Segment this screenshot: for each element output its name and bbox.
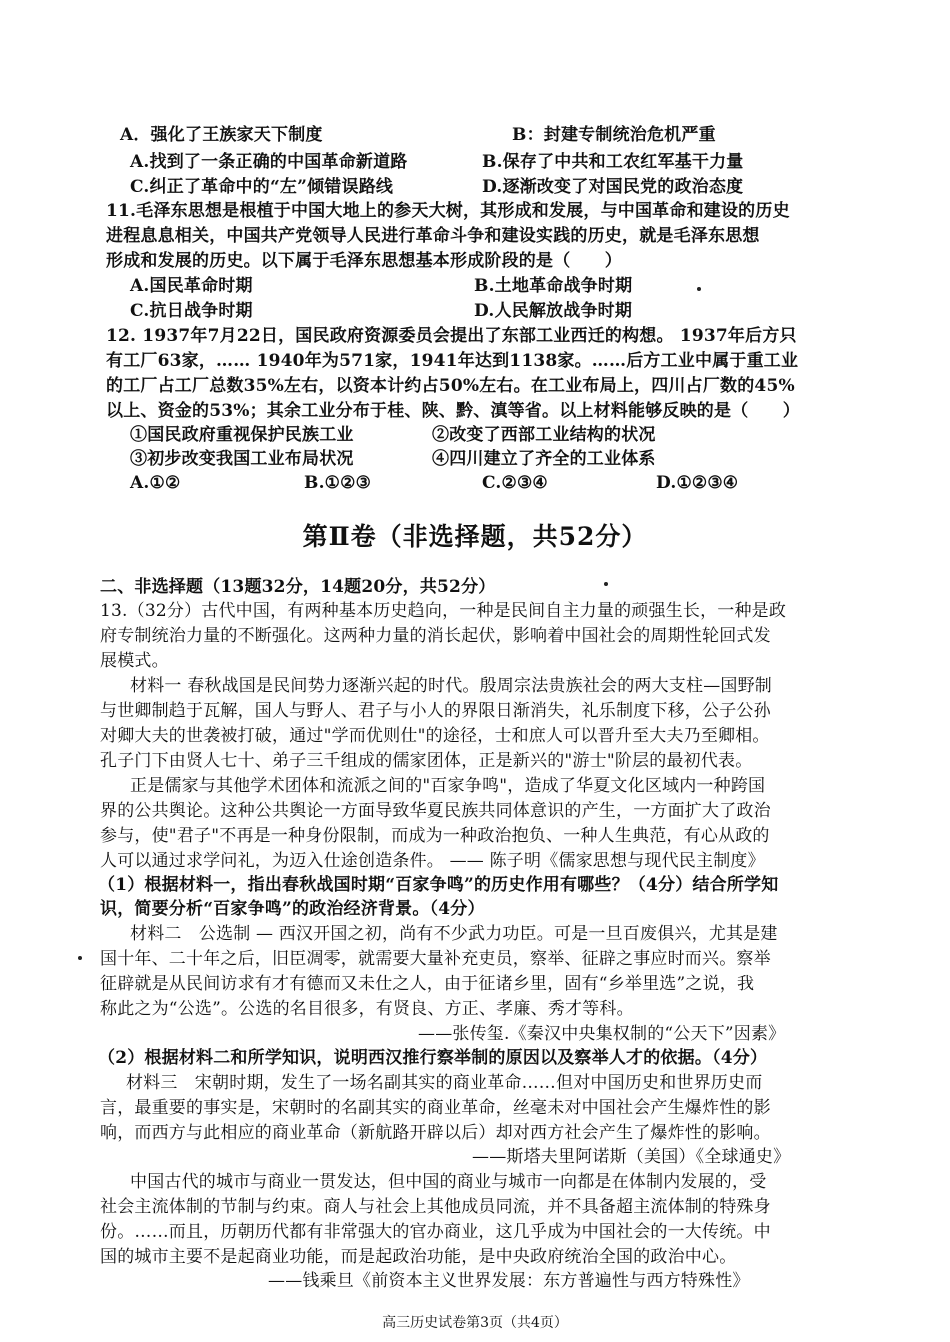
q12-stem-line-1: 12. 1937年7月22日，国民政府资源委员会提出了东部工业西迁的构想。 1937年后方只 — [106, 326, 797, 346]
material-3-source: ——斯塔夫里阿诺斯（美国）《全球通史》 — [472, 1147, 791, 1167]
prev-option-b: B：封建专制统治危机严重 — [512, 125, 716, 145]
q11-stem-line-2: 进程息息相关，中国共产党领导人民进行革命斗争和建设实践的历史，就是毛泽东思想 — [106, 226, 760, 246]
q11-option-d: D.人民解放战争时期 — [474, 301, 633, 321]
q11-option-c: C.抗日战争时期 — [130, 301, 253, 321]
material-2-line-1: 材料二 公选制 — 西汉开国之初，尚有不少武力功臣。可是一旦百废俱兴，尤其是建 — [130, 924, 778, 944]
q10-option-b: B.保存了中共和工农红军基干力量 — [482, 152, 744, 172]
q12-stem-line-3: 的工厂占工厂总数35%左右，以资本计约占50%左右。在工业布局上，四川占厂数的45% — [106, 376, 795, 396]
scan-speck — [78, 956, 82, 960]
q12-option-a: A.①② — [130, 473, 181, 493]
q13-intro-line-2: 府专制统治力量的不断强化。这两种力量的消长起伏，影响着中国社会的周期性轮回式发 — [100, 626, 771, 646]
q12-option-c: C.②③④ — [482, 473, 548, 493]
material-3b-line-3: 份。……而且，历朝历代都有非常强大的官办商业，这几乎成为中国社会的一大传统。中 — [100, 1222, 771, 1242]
q12-item-1: ①国民政府重视保护民族工业 — [130, 425, 354, 445]
q13-intro-line-1: 13.（32分）古代中国，有两种基本历史趋向，一种是民间自主力量的顽强生长，一种是政 — [100, 601, 787, 621]
q12-item-2: ②改变了西部工业结构的状况 — [432, 425, 656, 445]
q13-sub-1-line-2: 识，简要分析“百家争鸣”的政治经济背景。（4分） — [100, 899, 485, 919]
material-2-source: ——张传玺.《秦汉中央集权制的“公天下”因素》 — [418, 1024, 786, 1044]
scan-speck — [697, 287, 701, 291]
page-footer: 高三历史试卷第3页（共4页） — [382, 1315, 568, 1331]
section-2-header: 二、非选择题（13题32分，14题20分，共52分） — [100, 577, 496, 597]
material-2-line-2: 国十年、二十年之后，旧臣凋零，就需要大量补充吏员，察举、征辟之事应时而兴。察举 — [100, 949, 771, 969]
material-2-line-4: 称此之为“公选”。公选的名目很多，有贤良、方正、孝廉、秀才等科。 — [100, 999, 634, 1019]
material-1-line-1: 材料一 春秋战国是民间势力逐渐兴起的时代。殷周宗法贵族社会的两大支柱—国野制 — [130, 676, 773, 696]
material-3-line-3: 响，而西方与此相应的商业革命（新航路开辟以后）却对西方社会产生了爆炸性的影响。 — [100, 1123, 771, 1143]
material-1-line-5: 正是儒家与其他学术团体和流派之间的"百家争鸣"，造成了华夏文化区域内一种跨国 — [130, 776, 766, 796]
material-3-line-2: 言，最重要的事实是，宋朝时的名副其实的商业革命，丝毫未对中国社会产生爆炸性的影 — [100, 1098, 771, 1118]
q10-option-d: D.逐渐改变了对国民党的政治态度 — [482, 177, 744, 197]
section-2-title: 第Ⅱ卷（非选择题，共52分） — [302, 522, 648, 551]
material-3b-line-1: 中国古代的城市与商业一贯发达，但中国的商业与城市一向都是在体制内发展的，受 — [130, 1172, 767, 1192]
q12-option-d: D.①②③④ — [656, 473, 739, 493]
material-1-line-8: 人可以通过求学问礼，为迈入仕途创造条件。 —— 陈子明《儒家思想与现代民主制度》 — [100, 851, 765, 871]
material-1-line-3: 对卿大夫的世袭被打破，通过"学而优则仕"的途径，士和庶人可以晋升至大夫乃至卿相。 — [100, 726, 770, 746]
q13-sub-2: （2）根据材料二和所学知识，说明西汉推行察举制的原因以及察举人才的依据。（4分） — [98, 1048, 768, 1068]
q11-option-a: A.国民革命时期 — [130, 276, 253, 296]
material-3b-source: ——钱乘旦《前资本主义世界发展：东方普遍性与西方特殊性》 — [268, 1271, 750, 1291]
material-1-line-6: 界的公共舆论。这种公共舆论一方面导致华夏民族共同体意识的产生，一方面扩大了政治 — [100, 801, 771, 821]
q12-stem-line-2: 有工厂63家，…… 1940年为571家，1941年达到1138家。……后方工业中属于重工业 — [106, 351, 799, 371]
q12-item-4: ④四川建立了齐全的工业体系 — [432, 449, 656, 469]
q13-intro-line-3: 展模式。 — [100, 651, 169, 671]
prev-option-a: A．强化了王族家天下制度 — [120, 125, 323, 145]
q13-sub-1-line-1: （1）根据材料一，指出春秋战国时期“百家争鸣”的历史作用有哪些？（4分）结合所学知 — [98, 875, 779, 895]
material-3b-line-2: 社会主流体制的节制与约束。商人与社会上其他成员同流，并不具备超主流体制的特殊身 — [100, 1197, 771, 1217]
scan-speck — [604, 582, 608, 586]
q11-stem-line-3: 形成和发展的历史。以下属于毛泽东思想基本形成阶段的是（ ） — [106, 251, 622, 271]
material-1-line-2: 与世卿制趋于瓦解，国人与野人、君子与小人的界限日渐消失，礼乐制度下移，公子公孙 — [100, 701, 771, 721]
q12-item-3: ③初步改变我国工业布局状况 — [130, 449, 354, 469]
material-3b-line-4: 国的城市主要不是起商业功能，而是起政治功能，是中央政府统治全国的政治中心。 — [100, 1247, 737, 1267]
material-2-line-3: 征辟就是从民间访求有才有德而又未仕之人，由于征诸乡里，固有“乡举里选”之说，我 — [100, 974, 755, 994]
q11-option-b: B.土地革命战争时期 — [474, 276, 633, 296]
q12-stem-line-4: 以上、资金的53%；其余工业分布于桂、陕、黔、滇等省。以上材料能够反映的是（ ） — [106, 401, 801, 421]
material-1-line-4: 孔子门下由贤人七十、弟子三千组成的儒家团体，正是新兴的"游士"阶层的最初代表。 — [100, 751, 753, 771]
material-3-line-1: 材料三 宋朝时期，发生了一场名副其实的商业革命……但对中国历史和世界历史而 — [126, 1073, 763, 1093]
q12-option-b: B.①②③ — [304, 473, 372, 493]
q10-option-c: C.纠正了革命中的“左”倾错误路线 — [130, 177, 394, 197]
material-1-line-7: 参与，使"君子"不再是一种身份限制，而成为一种政治抱负、一种人生典范，有心从政的 — [100, 826, 770, 846]
q10-option-a: A.找到了一条正确的中国革命新道路 — [130, 152, 408, 172]
q11-stem-line-1: 11.毛泽东思想是根植于中国大地上的参天大树，其形成和发展，与中国革命和建设的历史 — [106, 201, 790, 221]
